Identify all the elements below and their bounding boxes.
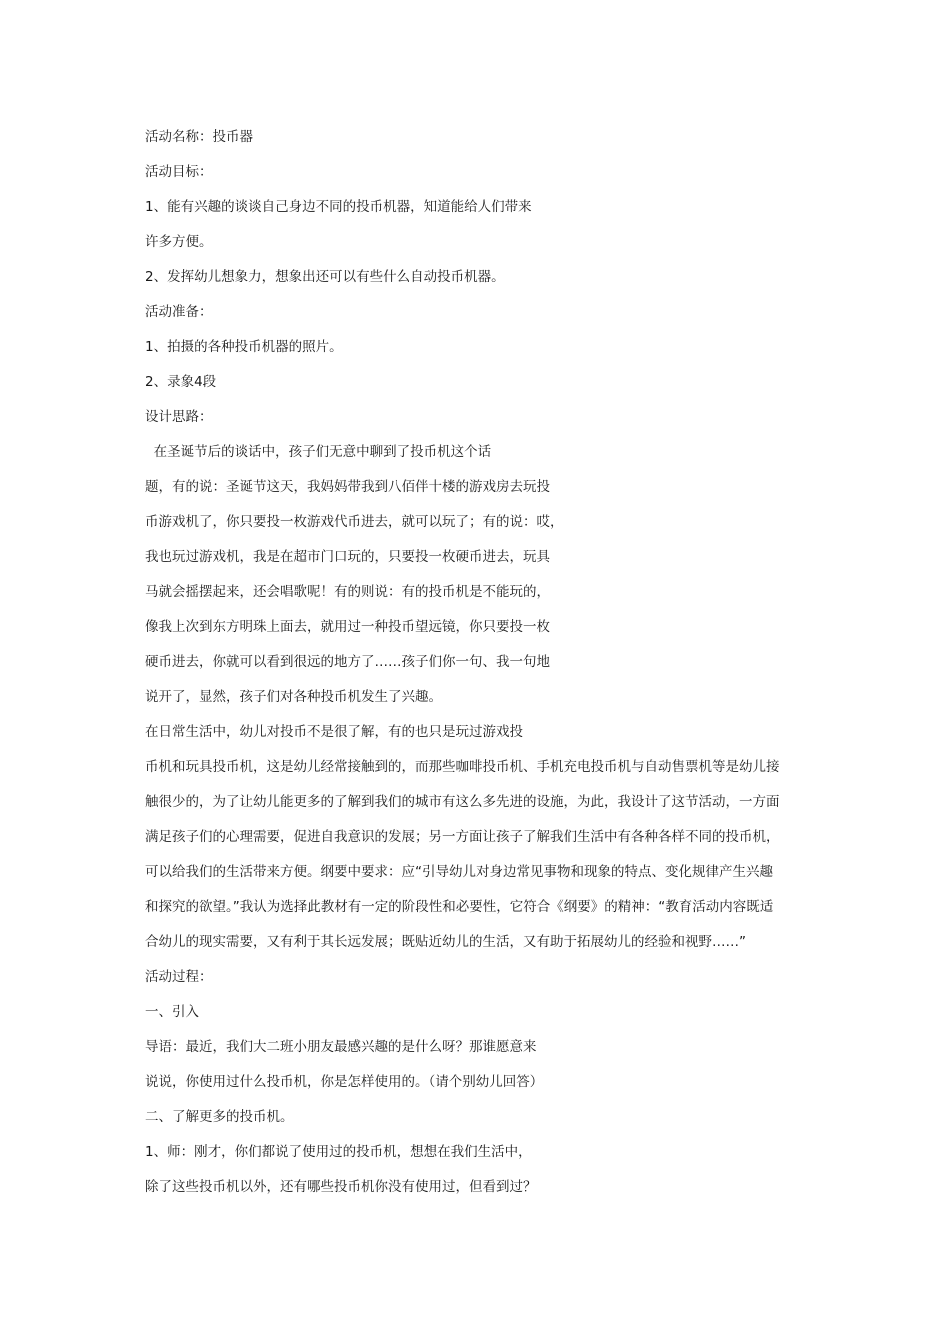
section-one-heading: 一、引入	[145, 1004, 199, 1020]
activity-name: 活动名称：投币器	[145, 129, 253, 145]
design-paragraph-line: 像我上次到东方明珠上面去，就用过一种投币望远镜，你只要投一枚	[145, 619, 550, 635]
intro-line-1: 导语：最近，我们大二班小朋友最感兴趣的是什么呀？那谁愿意来	[145, 1039, 537, 1055]
goal-1-line-2: 许多方便。	[145, 234, 213, 250]
daily-life-paragraph-line: 触很少的，为了让幼儿能更多的了解到我们的城市有这么多先进的设施，为此，我设计了这节活动，一方面	[145, 794, 780, 810]
design-heading: 设计思路：	[145, 409, 213, 425]
goal-2: 2、发挥幼儿想象力，想象出还可以有些什么自动投币机器。	[145, 269, 505, 285]
daily-life-paragraph-line: 合幼儿的现实需要，又有利于其长远发展；既贴近幼儿的生活，又有助于拓展幼儿的经验和视野……”	[145, 934, 746, 950]
intro-line-2: 说说，你使用过什么投币机，你是怎样使用的。（请个别幼儿回答）	[145, 1074, 544, 1090]
teacher-question-line-1: 1、师：刚才，你们都说了使用过的投币机，想想在我们生活中，	[145, 1144, 532, 1160]
design-paragraph-line: 币游戏机了，你只要投一枚游戏代币进去，就可以玩了；有的说：哎，	[145, 514, 564, 530]
goals-heading: 活动目标：	[145, 164, 213, 180]
preparation-1: 1、拍摄的各种投币机器的照片。	[145, 339, 343, 355]
daily-life-paragraph-line: 在日常生活中，幼儿对投币不是很了解，有的也只是玩过游戏投	[145, 724, 523, 740]
design-paragraph-line: 题，有的说：圣诞节这天，我妈妈带我到八佰伴十楼的游戏房去玩投	[145, 479, 550, 495]
preparation-heading: 活动准备：	[145, 304, 213, 320]
design-paragraph-line: 硬币进去，你就可以看到很远的地方了……孩子们你一句、我一句地	[145, 654, 550, 670]
goal-1-line-1: 1、能有兴趣的谈谈自己身边不同的投币机器，知道能给人们带来	[145, 199, 532, 215]
process-heading: 活动过程：	[145, 969, 213, 985]
daily-life-paragraph-line: 和探究的欲望。”我认为选择此教材有一定的阶段性和必要性，它符合《纲要》的精神：“教育活动内容既适	[145, 899, 774, 915]
teacher-question-line-2: 除了这些投币机以外，还有哪些投币机你没有使用过，但看到过？	[145, 1179, 537, 1195]
design-paragraph-line: 在圣诞节后的谈话中，孩子们无意中聊到了投币机这个话	[145, 444, 492, 460]
design-paragraph-line: 说开了，显然，孩子们对各种投币机发生了兴趣。	[145, 689, 442, 705]
section-two-heading: 二、了解更多的投币机。	[145, 1109, 294, 1125]
daily-life-paragraph-line: 满足孩子们的心理需要，促进自我意识的发展；另一方面让孩子了解我们生活中有各种各样不同的投币机，	[145, 829, 780, 845]
daily-life-paragraph-line: 可以给我们的生活带来方便。纲要中要求：应“引导幼儿对身边常见事物和现象的特点、变化规律产生兴趣	[145, 864, 773, 880]
daily-life-paragraph-line: 币机和玩具投币机，这是幼儿经常接触到的，而那些咖啡投币机、手机充电投币机与自动售票机等是幼儿接	[145, 759, 780, 775]
design-paragraph-line: 马就会摇摆起来，还会唱歌呢！有的则说：有的投币机是不能玩的，	[145, 584, 550, 600]
design-paragraph-line: 我也玩过游戏机，我是在超市门口玩的，只要投一枚硬币进去，玩具	[145, 549, 550, 565]
preparation-2: 2、录象4段	[145, 374, 217, 390]
